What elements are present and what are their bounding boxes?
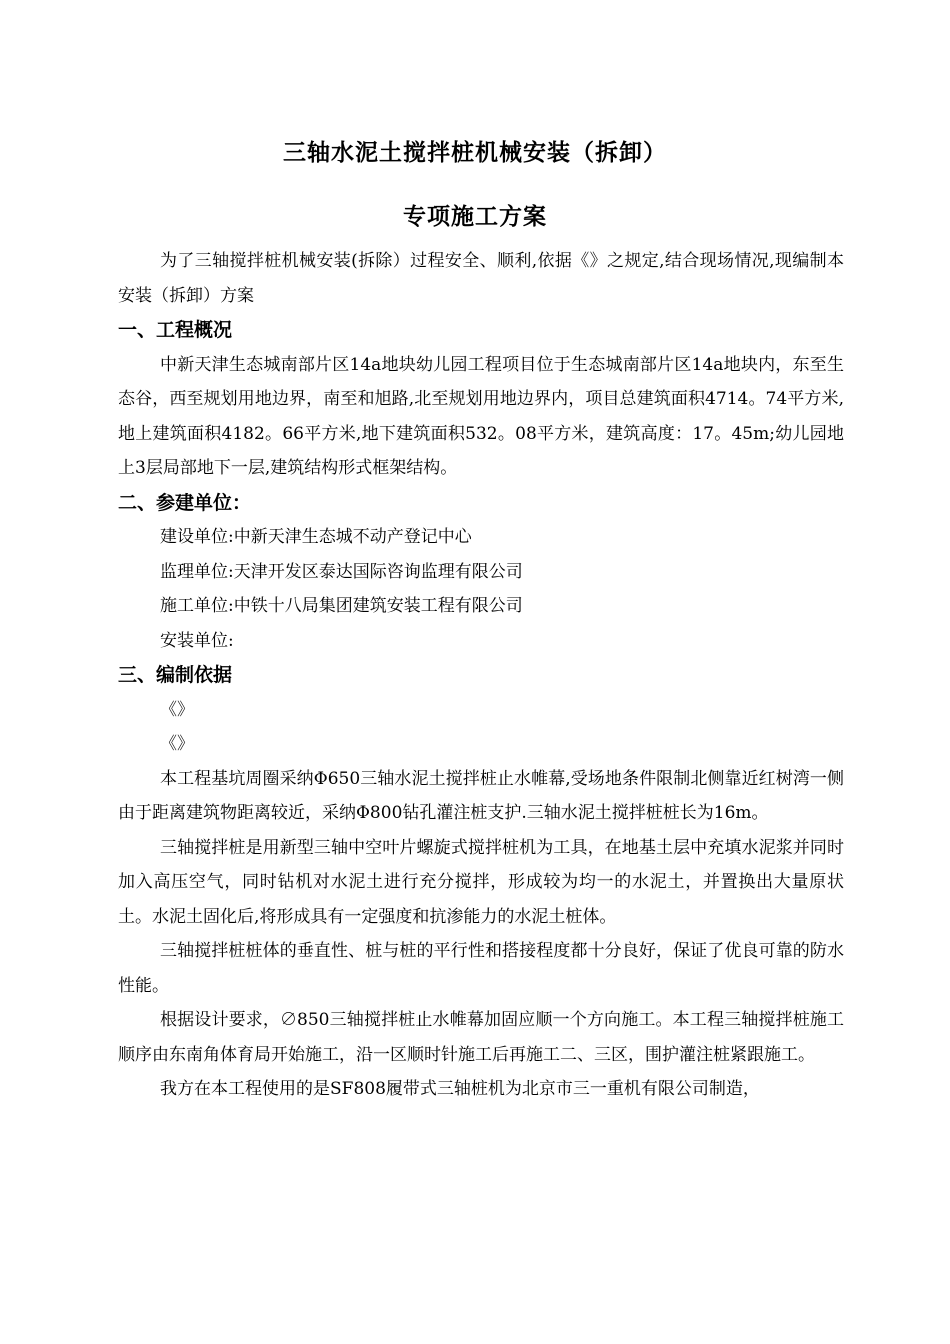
basis-paragraph: 我方在本工程使用的是SF808履带式三轴桩机为北京市三一重机有限公司制造， (160, 1079, 760, 1099)
basis-paragraph: 三轴搅拌桩桩体的垂直性、桩与桩的平行性和搭接程度都十分良好，保证了优良可靠的防水性能。 (118, 941, 844, 996)
reference-item: 《》 (160, 734, 194, 754)
participant-owner: 建设单位:中新天津生态城不动产登记中心 (160, 527, 472, 547)
overview-paragraph: 中新天津生态城南部片区14a地块幼儿园工程项目位于生态城南部片区14a地块内，东至生态谷，西至规划用地边界，南至和旭路,北至规划用地边界内，项目总建筑面积4714。74平方米,地上建筑面积4182。66平方米,地下建筑面积532。08平方米，建筑高度：17。45m;幼儿园地上3层局部地下一层,建筑结构形式框架结构。 (118, 354, 844, 478)
document-subtitle: 专项施工方案 (403, 204, 547, 230)
section-heading-participants: 二、参建单位： (118, 491, 252, 514)
document-body (118, 244, 844, 1107)
section-heading-basis: 三、编制依据 (118, 664, 233, 686)
participant-supervisor: 监理单位:天津开发区泰达国际咨询监理有限公司 (160, 561, 523, 582)
participant-installer: 安装单位: (160, 630, 234, 651)
basis-paragraph: 本工程基坑周圈采纳Φ650三轴水泥土搅拌桩止水帷幕,受场地条件限制北侧靠近红树湾一侧由于距离建筑物距离较近，采纳Φ800钻孔灌注桩支护.三轴水泥土搅拌桩桩长为16m。 (118, 768, 844, 823)
participant-contractor: 施工单位:中铁十八局集团建筑安装工程有限公司 (160, 596, 523, 616)
intro-paragraph: 为了三轴搅拌桩机械安装(拆除）过程安全、顺利,依据《》之规定,结合现场情况,现编制本安装（拆卸）方案 (118, 251, 844, 306)
basis-paragraph: 三轴搅拌桩是用新型三轴中空叶片螺旋式搅拌桩机为工具，在地基土层中充填水泥浆并同时加入高压空气，同时钻机对水泥土进行充分搅拌，形成较为均一的水泥土，并置换出大量原状土。水泥土固化后,将形成具有一定强度和抗渗能力的水泥土桩体。 (118, 837, 844, 927)
section-heading-overview: 一、工程概况 (118, 319, 233, 341)
reference-item: 《》 (160, 699, 194, 720)
basis-paragraph: 根据设计要求，∅850三轴搅拌桩止水帷幕加固应顺一个方向施工。本工程三轴搅拌桩施工顺序由东南角体育局开始施工，沿一区顺时针施工后再施工二、三区，围护灌注桩紧跟施工。 (118, 1010, 844, 1065)
document-title: 三轴水泥土搅拌桩机械安装（拆卸） (283, 140, 667, 166)
